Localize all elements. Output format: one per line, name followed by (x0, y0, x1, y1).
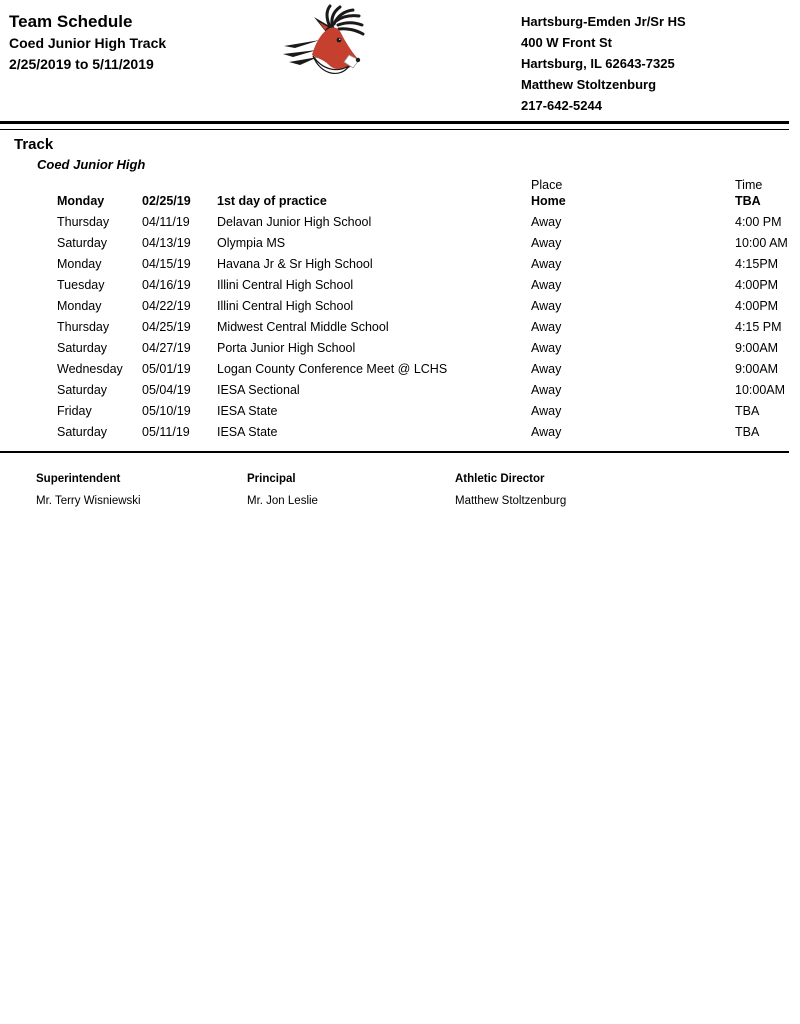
table-row (0, 338, 800, 359)
row-date: 04/27/19 (142, 341, 191, 355)
table-row (0, 275, 800, 296)
row-event: 1st day of practice (217, 194, 327, 208)
contact-name: Matthew Stoltzenburg (455, 495, 567, 507)
row-date: 04/22/19 (142, 299, 191, 313)
row-event: Olympia MS (217, 236, 286, 250)
row-place: Away (531, 425, 562, 439)
school-phone: 217-642-5244 (521, 98, 602, 113)
school-address: 400 W Front St (521, 35, 613, 50)
row-time: 10:00AM (735, 383, 786, 397)
team-subheading: Coed Junior High (37, 157, 146, 172)
row-day: Thursday (57, 215, 110, 229)
row-time: 4:15 PM (735, 320, 782, 334)
row-date: 05/04/19 (142, 383, 191, 397)
contact-role: Principal (247, 473, 296, 485)
table-row (0, 401, 800, 422)
row-time: 10:00 AM (735, 236, 788, 250)
row-place: Away (531, 404, 562, 418)
row-event: Havana Jr & Sr High School (217, 257, 373, 271)
row-date: 05/11/19 (142, 425, 190, 439)
row-day: Thursday (57, 320, 110, 334)
page-title: Team Schedule (9, 12, 133, 31)
row-place: Away (531, 257, 562, 271)
row-place: Away (531, 383, 562, 397)
row-place: Away (531, 362, 562, 376)
table-row (0, 317, 800, 338)
team-name: Coed Junior High Track (9, 35, 167, 51)
row-place: Away (531, 236, 562, 250)
sport-heading: Track (14, 136, 54, 153)
row-day: Wednesday (57, 362, 123, 376)
row-day: Saturday (57, 383, 108, 397)
contact-role: Superintendent (36, 473, 121, 485)
table-row (0, 359, 800, 380)
row-day: Monday (57, 194, 105, 208)
row-event: IESA State (217, 425, 278, 439)
school-contact-name: Matthew Stoltzenburg (521, 77, 657, 92)
school-name: Hartsburg-Emden Jr/Sr HS (521, 14, 686, 29)
header-divider (0, 121, 789, 130)
row-time: TBA (735, 194, 761, 208)
contact-principal (247, 473, 318, 508)
contact-athletic-director (455, 473, 566, 508)
row-date: 04/11/19 (142, 215, 190, 229)
date-range: 2/25/2019 to 5/11/2019 (9, 56, 154, 72)
table-row (0, 212, 800, 233)
row-place: Away (531, 341, 562, 355)
row-event: Illini Central High School (217, 278, 354, 292)
row-event: IESA Sectional (217, 383, 300, 397)
table-row (0, 422, 800, 443)
row-place: Away (531, 278, 562, 292)
row-day: Saturday (57, 236, 108, 250)
row-time: 4:00 PM (735, 215, 782, 229)
row-place: Away (531, 299, 562, 313)
stag-icon (280, 4, 376, 84)
row-day: Saturday (57, 341, 108, 355)
row-event: Illini Central High School (217, 299, 354, 313)
row-date: 04/15/19 (142, 257, 191, 271)
row-event: IESA State (217, 404, 278, 418)
row-day: Monday (57, 299, 102, 313)
row-date: 04/25/19 (142, 320, 191, 334)
row-time: 4:00PM (735, 278, 779, 292)
row-date: 02/25/19 (142, 194, 191, 208)
header-left-block (9, 11, 166, 75)
contact-name: Mr. Jon Leslie (247, 495, 318, 507)
row-place: Away (531, 320, 562, 334)
row-day: Saturday (57, 425, 108, 439)
row-time: 9:00AM (735, 362, 779, 376)
row-event: Midwest Central Middle School (217, 320, 389, 334)
row-date: 05/10/19 (142, 404, 191, 418)
row-date: 04/16/19 (142, 278, 191, 292)
table-row (0, 296, 800, 317)
place-column-header: Place (531, 178, 563, 192)
row-time: 4:15PM (735, 257, 779, 271)
school-city-state-zip: Hartsburg, IL 62643-7325 (521, 56, 675, 71)
contact-role: Athletic Director (455, 473, 545, 485)
row-time: 9:00AM (735, 341, 779, 355)
table-row (0, 191, 800, 212)
schedule-table (0, 191, 800, 443)
row-time: TBA (735, 404, 760, 418)
footer-divider (0, 451, 789, 453)
row-time: 4:00PM (735, 299, 779, 313)
table-row (0, 380, 800, 401)
time-column-header: Time (735, 178, 763, 192)
row-place: Home (531, 194, 566, 208)
row-place: Away (531, 215, 562, 229)
contact-superintendent (36, 473, 141, 508)
table-row (0, 233, 800, 254)
row-event: Logan County Conference Meet @ LCHS (217, 362, 448, 376)
contact-name: Mr. Terry Wisniewski (36, 495, 141, 507)
row-day: Monday (57, 257, 102, 271)
school-info-block (521, 11, 686, 116)
row-event: Delavan Junior High School (217, 215, 372, 229)
table-row (0, 254, 800, 275)
row-date: 05/01/19 (142, 362, 191, 376)
stag-mascot-logo (280, 4, 376, 84)
row-date: 04/13/19 (142, 236, 191, 250)
row-day: Tuesday (57, 278, 105, 292)
row-event: Porta Junior High School (217, 341, 356, 355)
row-day: Friday (57, 404, 92, 418)
row-time: TBA (735, 425, 760, 439)
